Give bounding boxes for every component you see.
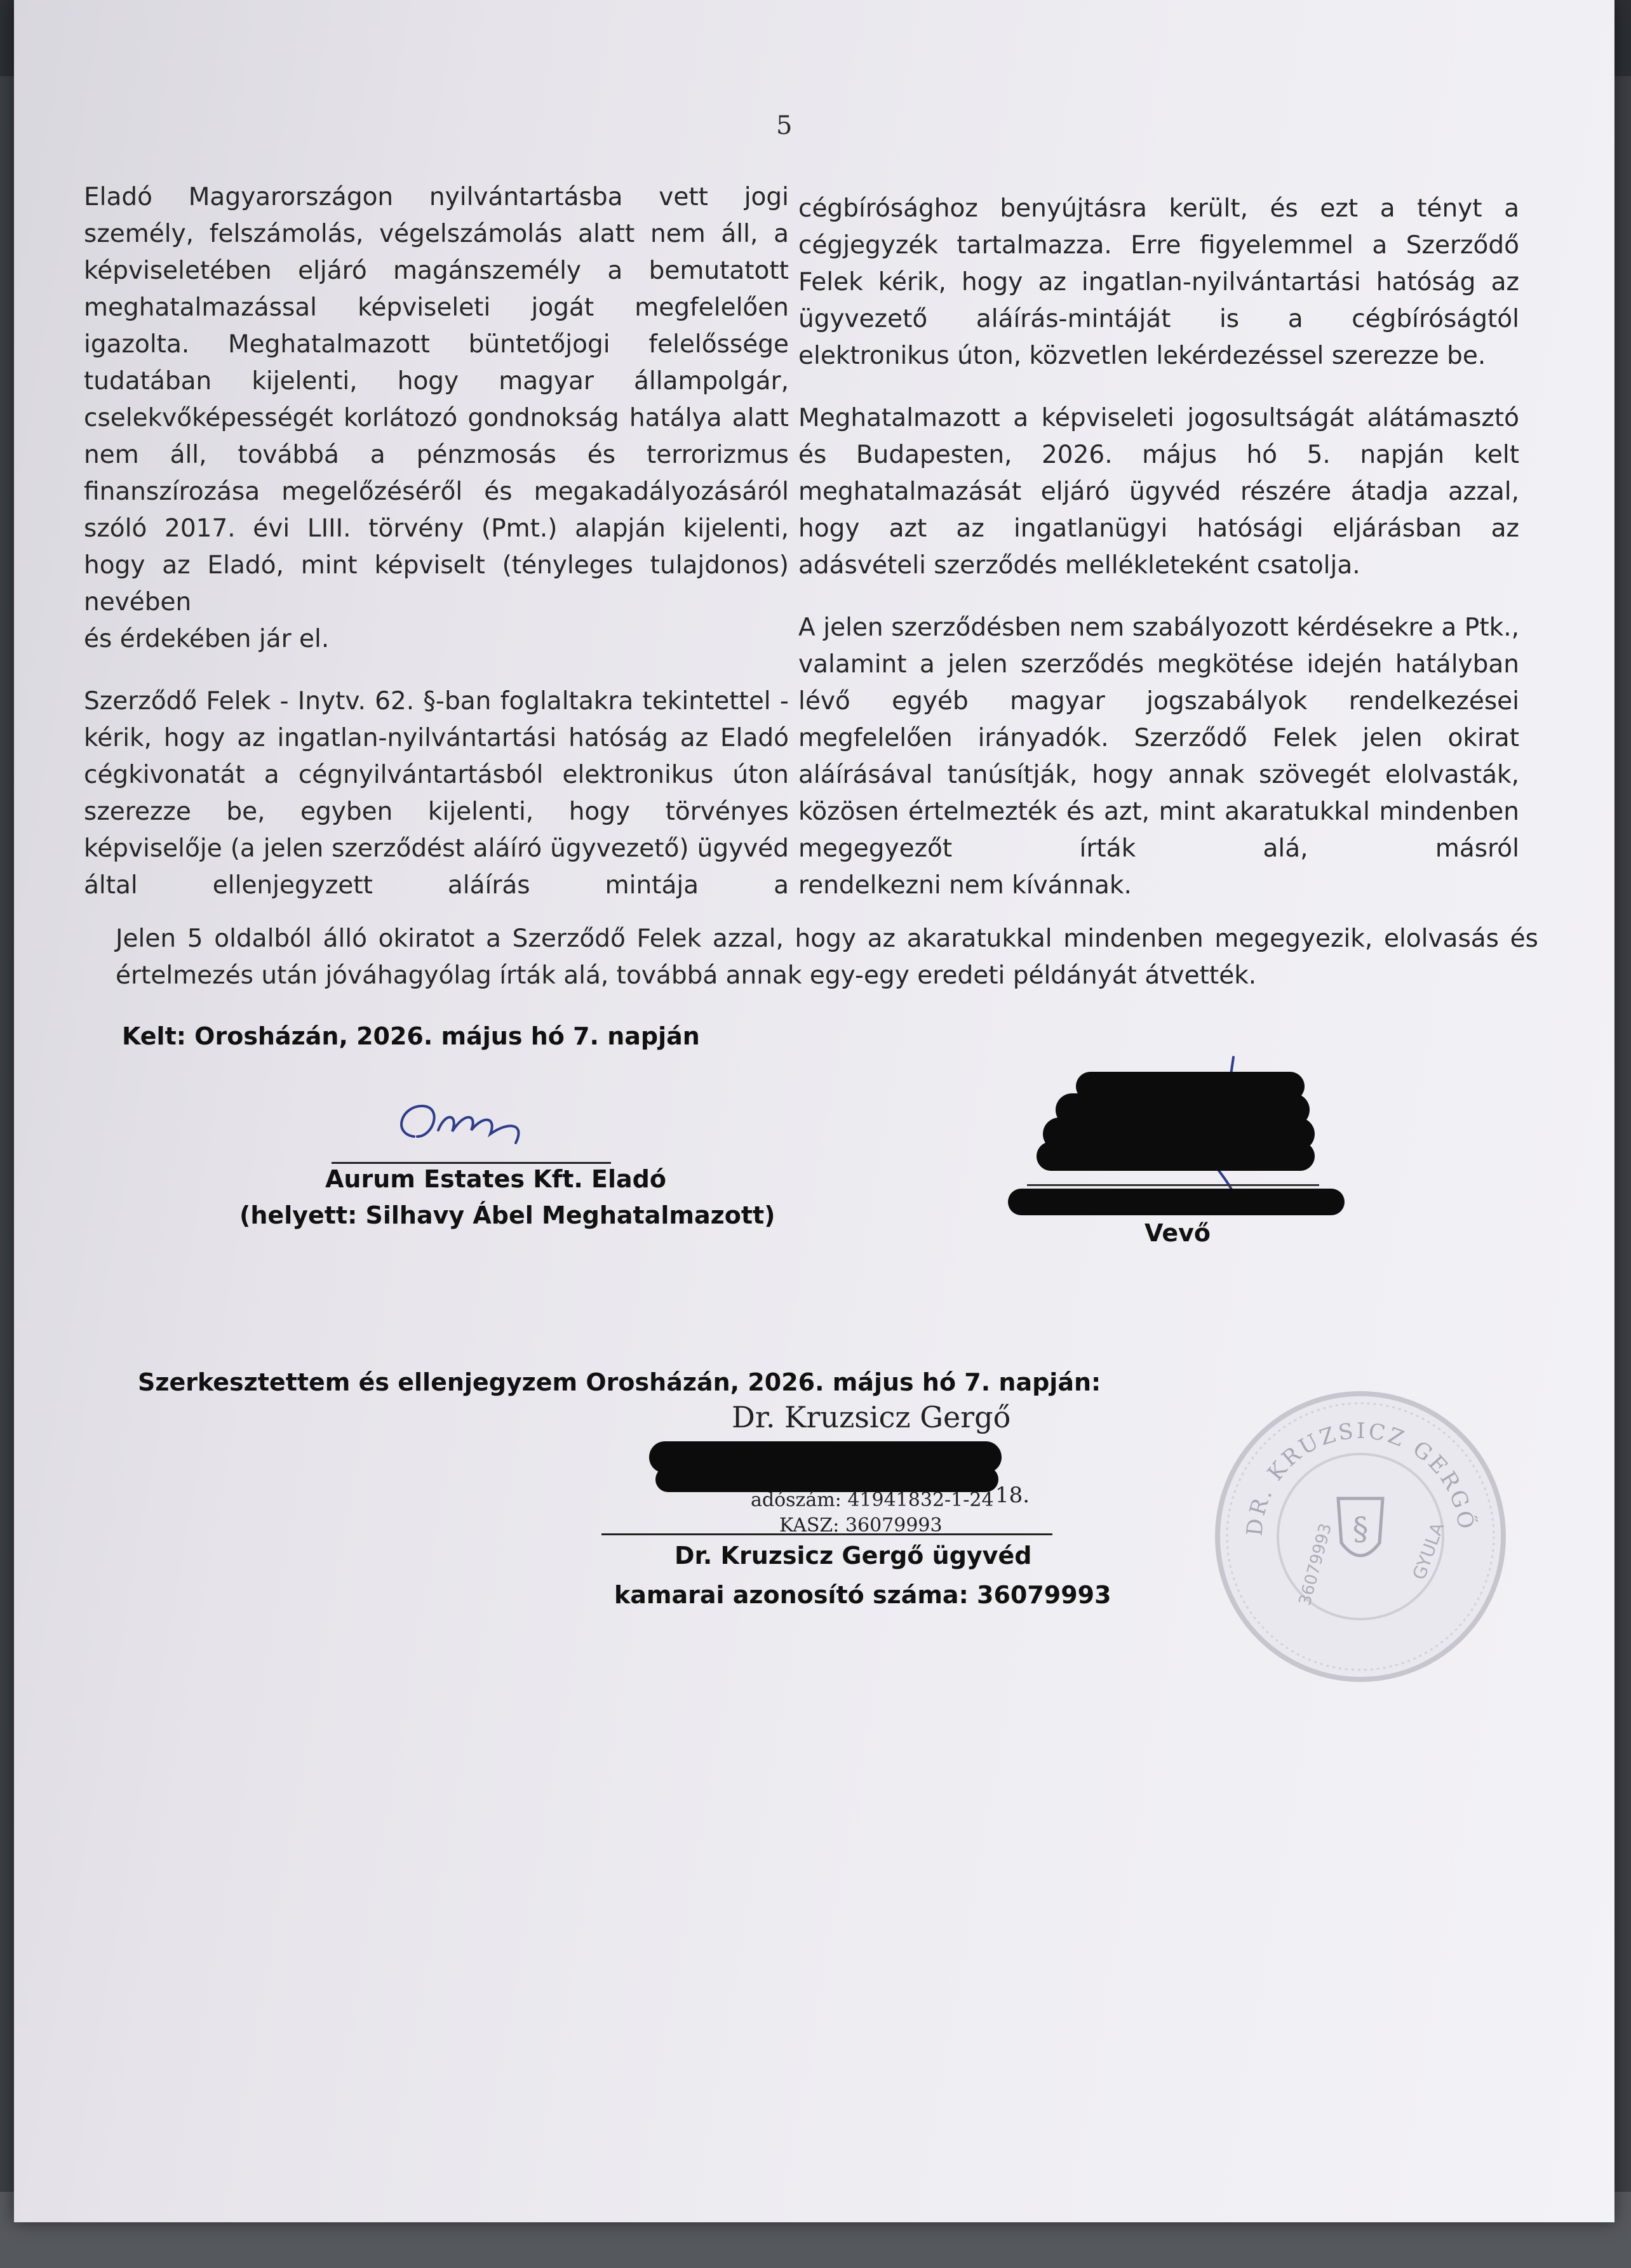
lawyer-stamp-name: Dr. Kruzsicz Gergő: [732, 1400, 1011, 1434]
document-page: [14, 0, 1614, 2222]
right-paragraph-3: A jelen szerződésben nem szabályozott kérdésekre a Ptk., valamint a jelen szerződés megkötése idején hatályban lévő egyéb magyar jogszabályok rendelkezései megfelelően irányadók. Szerződő Felek jelen okirat aláírásával tanúsítják, hogy annak szövegét elolvasták, közösen értelmezték és azt, mint akaratukkal mindenben megegyezőt írták alá, másról rendelkezni nem kívánnak.: [798, 613, 1519, 900]
right-paragraph-1: cégbírósághoz benyújtásra került, és ezt a tényt a cégjegyzék tartalmazza. Erre figyelemmel a Szerződő Felek kérik, hogy az ingatlan-nyilvántartási hatóság az ügyvezető aláírás-mintáját is a cégbíróságtól elektronikus úton, közvetlen lekérdezéssel szerezze be.: [798, 194, 1519, 370]
lawyer-stamp-kasz: KASZ: 36079993: [779, 1514, 943, 1537]
right-paragraph-2: Meghatalmazott a képviseleti jogosultságát alátámasztó és Budapesten, 2026. május hó 5. napján kelt meghatalmazását eljáró ügyvéd részére átadja azzal, hogy azt az ingatlanügyi hatósági eljárásban az adásvételi szerződés mellékleteként csatolja.: [798, 404, 1519, 580]
seller-representative: (helyett: Silhavy Ábel Meghatalmazott): [239, 1201, 775, 1229]
svg-text:36079993: 36079993: [1295, 1521, 1336, 1608]
lawyer-stamp-number: 18.: [995, 1483, 1030, 1508]
left-paragraph-1: Eladó Magyarországon nyilvántartásba vett jogi személy, felszámolás, végelszámolás alatt nem áll, a képviseletében eljáró magánszemély a bemutatott meghatalmazással képviseleti jogát megfelelően igazolta. Meghatalmazott büntetőjogi felelőssége tudatában kijelenti, hogy magyar állampolgár, cselekvőképességét korlátozó gondnokság hatálya alatt nem áll, továbbá a pénzmosás és terrorizmus finanszírozása megelőzéséről és megakadályozásáról szóló 2017. évi LIII. törvény (Pmt.) alapján kijelenti, hogy az Eladó, mint képviselt (tényleges tulajdonos) nevében és érdekében jár el.: [84, 183, 789, 653]
date-line: Kelt: Orosházán, 2026. május hó 7. napján: [122, 1022, 700, 1050]
countersign-statement: Szerkesztettem és ellenjegyzem Orosházán, 2026. május hó 7. napján:: [138, 1368, 1101, 1396]
redaction-bar: [1008, 1189, 1345, 1215]
left-column: [84, 179, 789, 904]
lawyer-signature-line: [601, 1533, 1052, 1535]
seller-signature-line: [332, 1162, 611, 1164]
left-paragraph-2: Szerződő Felek - Inytv. 62. §-ban foglaltakra tekintettel - kérik, hogy az ingatlan-nyilvántartási hatóság az Eladó cégkivonatát a cégnyilvántartásból elektronikus úton szerezze be, egyben kijelenti, hogy törvényes képviselője (a jelen szerződést aláíró ügyvezető) ügyvéd által ellenjegyzett aláírás mintája a: [84, 687, 789, 900]
buyer-label: Vevő: [1144, 1219, 1211, 1247]
lawyer-name: Dr. Kruzsicz Gergő ügyvéd: [675, 1542, 1032, 1570]
lawyer-stamp-tax: adószám: 41941832-1-24: [751, 1489, 994, 1511]
page-number: 5: [776, 111, 793, 140]
svg-text:GYULA: GYULA: [1408, 1519, 1449, 1583]
buyer-signature-line: [1027, 1184, 1319, 1186]
redaction-bar: [655, 1467, 998, 1492]
svg-text:§: §: [1352, 1511, 1369, 1547]
redaction-bar: [1037, 1142, 1315, 1171]
seller-name: Aurum Estates Kft. Eladó: [325, 1165, 666, 1193]
closing-paragraph: Jelen 5 oldalból álló okiratot a Szerződő Felek azzal, hogy az akaratukkal mindenben megegyezik, elolvasás és értelmezés után jóváhagyólag írták alá, továbbá annak egy-egy eredeti példányát átvették.: [116, 924, 1538, 990]
lawyer-chamber-id: kamarai azonosító száma: 36079993: [614, 1581, 1111, 1609]
embossed-seal: [1202, 1378, 1519, 1683]
right-column: [798, 190, 1519, 904]
svg-text:DR. KRUZSICZ GERGŐ: DR. KRUZSICZ GERGŐ: [1242, 1418, 1479, 1537]
seller-signature: [389, 1092, 554, 1156]
